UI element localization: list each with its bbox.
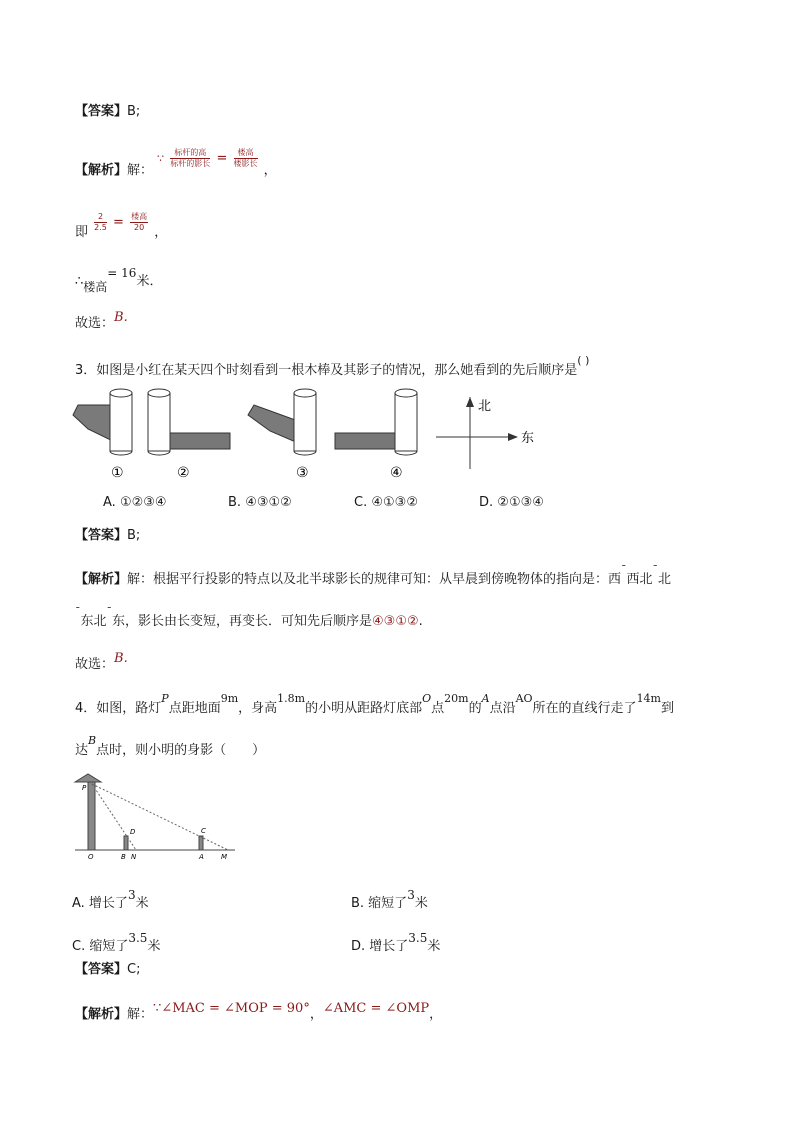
stick-figure-3 xyxy=(248,389,316,455)
label-1: ① xyxy=(111,465,124,480)
q4-option-b: B. 缩短了3米 xyxy=(351,888,428,911)
q4-option-d: D. 增长了3.5米 xyxy=(351,931,441,954)
fraction-building: $\frac{\text{楼高}}{\text{楼影长}}$ xyxy=(233,148,258,168)
q4-answer-line: 【答案】C; xyxy=(75,962,141,977)
north-label: 北 xyxy=(478,399,492,414)
answer-tag: 【答案】 xyxy=(75,104,128,119)
label-3: ③ xyxy=(296,465,309,480)
stick-figure-1 xyxy=(73,389,132,455)
svg-text:N: N xyxy=(131,853,137,861)
q2-therefore-line: ∴楼高= 16米． xyxy=(75,266,163,294)
q2-choose-line: 故选：B. xyxy=(75,310,128,331)
q4-stem-line1: 4．如图，路灯$^P$点距地面$^{9m}$，身高$^{1.8m}$的小明从距路灯底部$^O$点$^{20m}$的$^A$点沿$^{AO}$所在的直线行走了$^{14m}$到 xyxy=(75,692,675,716)
q3-option-a: A. ①②③④ xyxy=(103,495,167,510)
fraction-ratio: $\frac{2}{2.5}$ xyxy=(94,212,107,232)
q3-figure xyxy=(70,385,550,480)
q4-analysis-line: 【解析】解：∵∠MAC = ∠MOP = 90°，∠AMC = ∠OMP， xyxy=(75,1001,443,1022)
q3-answer-line: 【答案】B; xyxy=(75,528,141,543)
analysis-tag: 【解析】 xyxy=(75,163,128,178)
fraction-building-20: $\frac{\text{楼高}}{20}$ xyxy=(131,212,148,232)
q3-option-c: C. ④①③② xyxy=(354,495,418,510)
q2-ji-line: 即 $\frac{2}{2.5}$ = $\frac{\text{楼高}}{20}$ ， xyxy=(75,212,168,240)
q2-analysis-line: 【解析】解： ∵ $\frac{\text{标杆的高}}{\text{标杆的影长}}$ = $\frac{\text{楼高}}{\text{楼影长}}$ ， xyxy=(75,148,277,178)
compass-icon xyxy=(436,397,518,469)
svg-text:O: O xyxy=(88,853,94,861)
q4-option-a: A. 增长了3米 xyxy=(72,888,149,911)
stick-figure-4 xyxy=(335,389,417,455)
svg-text:C: C xyxy=(201,827,206,835)
svg-text:D: D xyxy=(130,828,136,836)
stick-figure-2 xyxy=(148,389,230,455)
q3-stem: 3．如图是小红在某天四个时刻看到一根木棒及其影子的情况，那么她看到的先后顺序是( ) xyxy=(75,354,590,378)
q3-analysis-line1: 【解析】解：根据平行投影的特点以及北半球影长的规律可知：从早晨到傍晚物体的指向是：西¯西北¯北 xyxy=(75,563,672,587)
q3-option-b: B. ④③①② xyxy=(228,495,292,510)
label-2: ② xyxy=(177,465,190,480)
fraction-pole: $\frac{\text{标杆的高}}{\text{标杆的影长}}$ xyxy=(170,148,211,168)
svg-text:M: M xyxy=(221,853,228,861)
q3-analysis-line2: ¯东北¯东，影长由长变短，再变长．可知先后顺序是④③①②. xyxy=(75,605,423,629)
q4-stem-line2: 达$^B$点时，则小明的身影（ ） xyxy=(75,734,266,758)
q3-option-d: D. ②①③④ xyxy=(479,495,544,510)
q4-figure xyxy=(70,772,240,862)
because-symbol: ∵ xyxy=(157,152,165,165)
svg-text:B: B xyxy=(121,853,126,861)
q2-answer-line xyxy=(75,103,140,121)
east-label: 东 xyxy=(521,431,535,446)
svg-text:A: A xyxy=(199,853,204,861)
q3-choose-line: 故选：B. xyxy=(75,651,128,672)
q4-option-c: C. 缩短了3.5米 xyxy=(72,931,161,954)
answer-value: B; xyxy=(127,104,141,119)
analysis-prefix: 解： xyxy=(127,163,154,178)
label-4: ④ xyxy=(390,465,403,480)
svg-text:P: P xyxy=(82,784,87,792)
